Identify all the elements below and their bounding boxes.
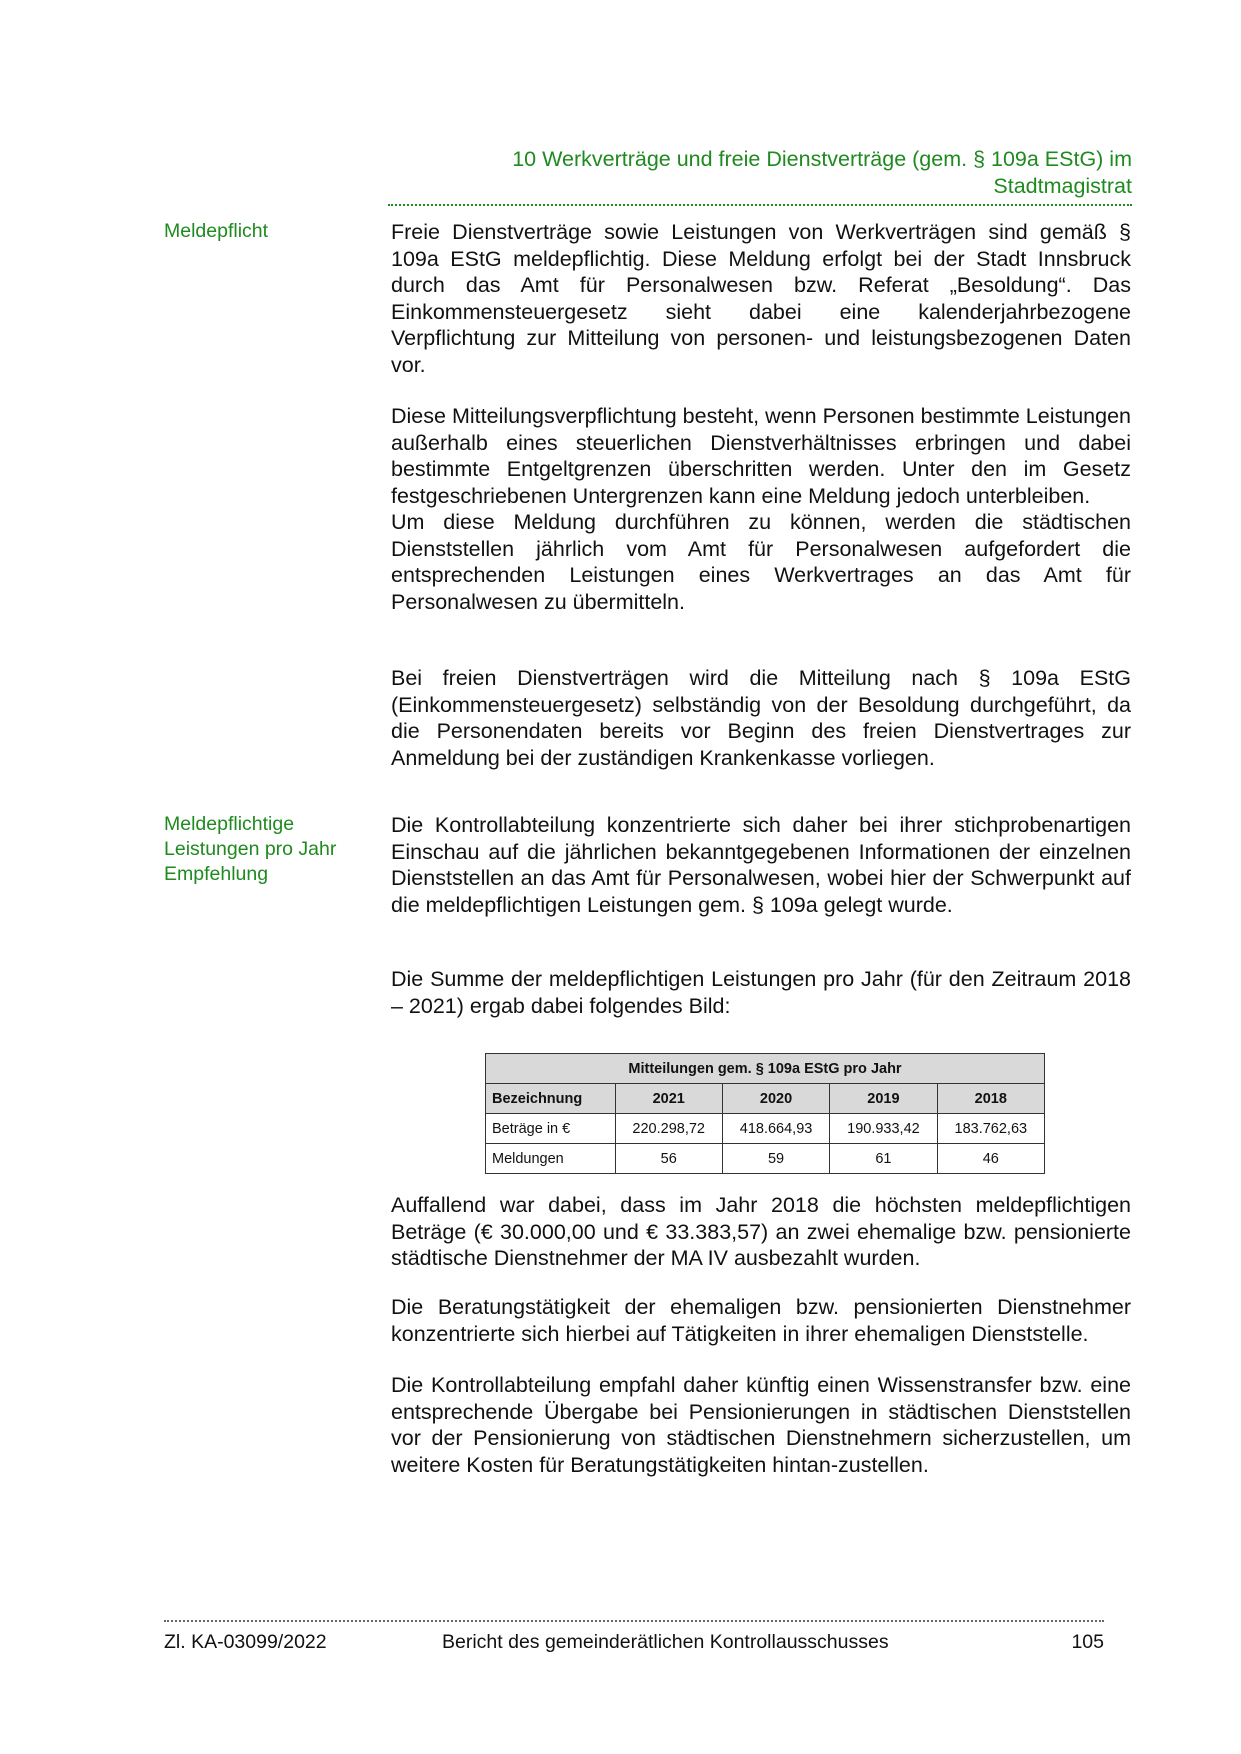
header-divider	[388, 204, 1132, 206]
side-label-line: Empfehlung	[164, 863, 269, 885]
table-header-cell: Bezeichnung	[486, 1084, 616, 1114]
paragraph-7: Auffallend war dabei, dass im Jahr 2018 die höchsten meldepflichtigen Beträge (€ 30.000,00 und € 33.383,57) an zwei ehemalige bzw. pensionierte städtische Dienstnehmer der MA IV ausbezahlt wurden.	[391, 1193, 1131, 1270]
table-cell: 190.933,42	[830, 1114, 937, 1144]
table-cell: 56	[615, 1144, 722, 1174]
table-cell: 220.298,72	[615, 1114, 722, 1144]
paragraph-2: Diese Mitteilungsverpflichtung besteht, wenn Personen bestimmte Leistungen außerhalb eines steuerlichen Dienstverhältnisses erbringen und dabei bestimmte Entgeltgrenzen überschritten werden. Unter den im Gesetz festgeschriebenen Untergrenzen kann eine Meldung jedoch unterbleiben.	[391, 404, 1131, 508]
paragraph-3: Um diese Meldung durchführen zu können, werden die städtischen Dienststellen jährlich vom Amt für Personalwesen aufgefordert die entsprechenden Leistungen eines Werkvertrages an das Amt für Personalwesen zu übermitteln.	[391, 510, 1131, 614]
header-title-line-1: 10 Werkverträge und freie Dienstverträge (gem. § 109a EStG) im	[512, 147, 1132, 171]
mitteilungen-table	[485, 1053, 1045, 1174]
table-cell: 418.664,93	[722, 1114, 829, 1144]
paragraph-9: Die Kontrollabteilung empfahl daher künftig einen Wissenstransfer bzw. eine entsprechende Übergabe bei Pensionierungen in städtischen Dienststellen vor der Pensionierung von städtischen Dienstnehmern sicherzustellen, um weitere Kosten für Beratungstätigkeiten hintan-zustellen.	[391, 1373, 1131, 1477]
table-header-cell: 2019	[830, 1084, 937, 1114]
paragraph-4: Bei freien Dienstverträgen wird die Mitteilung nach § 109a EStG (Einkommensteuergesetz) selbständig von der Besoldung durchgeführt, da die Personendaten bereits vor Beginn des freien Dienstvertrages zur Anmeldung bei der zuständigen Krankenkasse vorliegen.	[391, 666, 1131, 770]
paragraph-8: Die Beratungstätigkeit der ehemaligen bzw. pensionierten Dienstnehmer konzentrierte sich hierbei auf Tätigkeiten in ihrer ehemaligen Dienststelle.	[391, 1295, 1131, 1346]
side-label-leistungen	[164, 812, 336, 887]
footer-divider	[164, 1620, 1104, 1622]
paragraph-6: Die Summe der meldepflichtigen Leistungen pro Jahr (für den Zeitraum 2018 – 2021) ergab dabei folgendes Bild:	[391, 967, 1131, 1018]
table-cell: 61	[830, 1144, 937, 1174]
table-cell: Meldungen	[486, 1144, 616, 1174]
page-header	[388, 146, 1132, 200]
table-cell: Beträge in €	[486, 1114, 616, 1144]
table-title: Mitteilungen gem. § 109a EStG pro Jahr	[486, 1054, 1045, 1084]
table-cell: 46	[937, 1144, 1044, 1174]
paragraph-5: Die Kontrollabteilung konzentrierte sich daher bei ihrer stichprobenartigen Einschau auf die jährlichen bekanntgegebenen Informationen der einzelnen Dienststellen an das Amt für Personalwesen, wobei hier der Schwerpunkt auf die meldepflichtigen Leistungen gem. § 109a gelegt wurde.	[391, 813, 1131, 917]
table-cell: 183.762,63	[937, 1114, 1044, 1144]
table-row	[486, 1114, 1045, 1144]
footer-reference: Zl. KA-03099/2022	[164, 1631, 327, 1653]
header-title-line-2: Stadtmagistrat	[993, 174, 1132, 198]
footer-report-title: Bericht des gemeinderätlichen Kontrollausschusses	[442, 1631, 889, 1653]
table-header-row	[486, 1084, 1045, 1114]
paragraph-2-3	[391, 403, 1131, 615]
table-header-cell: 2018	[937, 1084, 1044, 1114]
table-header-cell: 2020	[722, 1084, 829, 1114]
side-label-line: Leistungen pro Jahr	[164, 838, 337, 860]
side-label-line: Meldepflichtige	[164, 813, 295, 835]
table-cell: 59	[722, 1144, 829, 1174]
table-row	[486, 1144, 1045, 1174]
table-header-cell: 2021	[615, 1084, 722, 1114]
paragraph-1: Freie Dienstverträge sowie Leistungen von Werkverträgen sind gemäß § 109a EStG meldepflichtig. Diese Meldung erfolgt bei der Stadt Innsbruck durch das Amt für Personalwesen bzw. Referat „Besoldung“. Das Einkommensteuergesetz sieht dabei eine kalenderjahrbezogene Verpflichtung zur Mitteilung von personen- und leistungsbezogenen Daten vor.	[391, 220, 1131, 377]
side-label-meldepflicht: Meldepflicht	[164, 220, 269, 242]
footer-page-number: 105	[1071, 1631, 1104, 1653]
